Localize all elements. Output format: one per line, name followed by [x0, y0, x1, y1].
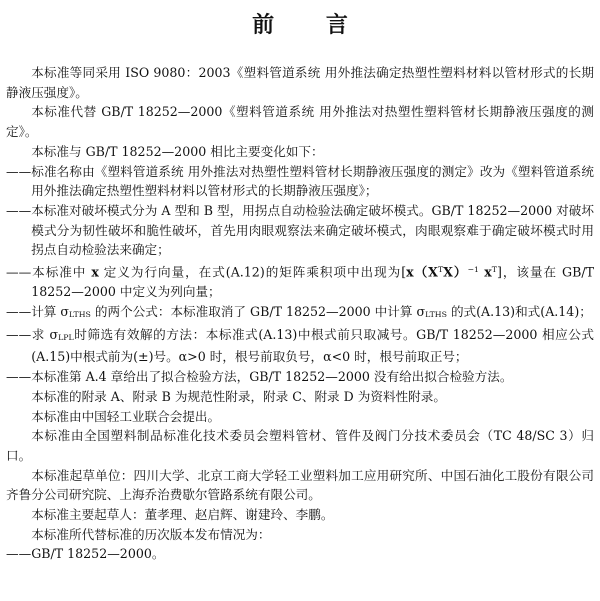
paragraph-adoption: 本标准等同采用 ISO 9080：2003《塑料管道系统 用外推法确定热塑性塑料材料以管材形式的长期静液压强度》。 — [6, 65, 594, 100]
paragraph-replaces: 本标准代替 GB/T 18252—2000《塑料管道系统 用外推法对热塑性塑料管材长期静液压强度的测定》。 — [6, 104, 594, 140]
paragraph-history: 本标准所代替标准的历次版本发布情况为： — [31, 526, 271, 542]
paragraph-proposed-by: 本标准由中国轻工业联合会提出。 — [31, 408, 221, 424]
history-item: ——GB/T 18252—2000。 — [6, 546, 165, 562]
paragraph-drafting-units: 本标准起草单位：四川大学、北京工商大学轻工业塑料加工应用研究所、中国石油化工股份有限公司齐鲁分公司研究院、上海乔治费歇尔管路系统有限公司。 — [6, 467, 594, 503]
paragraph-changes-intro: 本标准与 GB/T 18252—2000 相比主要变化如下： — [31, 143, 324, 159]
paragraph-annexes: 本标准的附录 A、附录 B 为规范性附录，附录 C、附录 D 为资料性附录。 — [31, 388, 446, 404]
change-item-lths-formulas: ——计算 σLTHS 的两个公式：本标准取消了 GB/T 18252—2000 中计算 σLTHS 的式(A.13)和式(A.14)； — [6, 303, 592, 319]
paragraph-administered-by: 本标准由全国塑料制品标准化技术委员会塑料管材、管件及阀门分技术委员会（TC 48/SC 3）归口。 — [6, 428, 594, 463]
paragraph-drafters: 本标准主要起草人：董孝理、赵启辉、谢建玲、李鹏。 — [31, 507, 334, 523]
foreword-body — [6, 63, 594, 564]
change-item-row-vector: ——本标准中 x 定义为行向量，在式(A.12)的矩阵乘积项中出现为[$x(X^TX)^{-1}$ $x^T$]，该量在 GB/T 18252—2000 中定义为列向量； — [6, 264, 595, 300]
change-item-title: ——标准名称由《塑料管道系统 用外推法对热塑性塑料管材长期静液压强度的测定》改为《塑料管道系统 用外推法确定热塑性塑料材料以管材形式的长期静液压强度》； — [6, 163, 594, 199]
page-title: 前 言 — [252, 13, 370, 38]
change-item-lpl-method: ——求 σLPL时筛选有效解的方法：本标准式(A.13)中根式前只取减号。GB/T 18252—2000 相应公式(A.15)中根式前为(±)号。α>0 时，根号前取负号，α<0 时，根号前取正号； — [6, 326, 594, 365]
change-item-fit-test: ——本标准第 A.4 章给出了拟合检验方法，GB/T 18252—2000 没有给出拟合检验方法。 — [6, 369, 513, 385]
change-item-failure-mode: ——本标准对破坏模式分为 A 型和 B 型，用拐点自动检验法确定破坏模式。GB/T 18252—2000 对破坏模式分为韧性破坏和脆性破坏，首先用肉眼观察法来确定破坏模式，肉眼观察难于确定破坏模式时用拐点自动检验法来确定； — [6, 202, 594, 258]
